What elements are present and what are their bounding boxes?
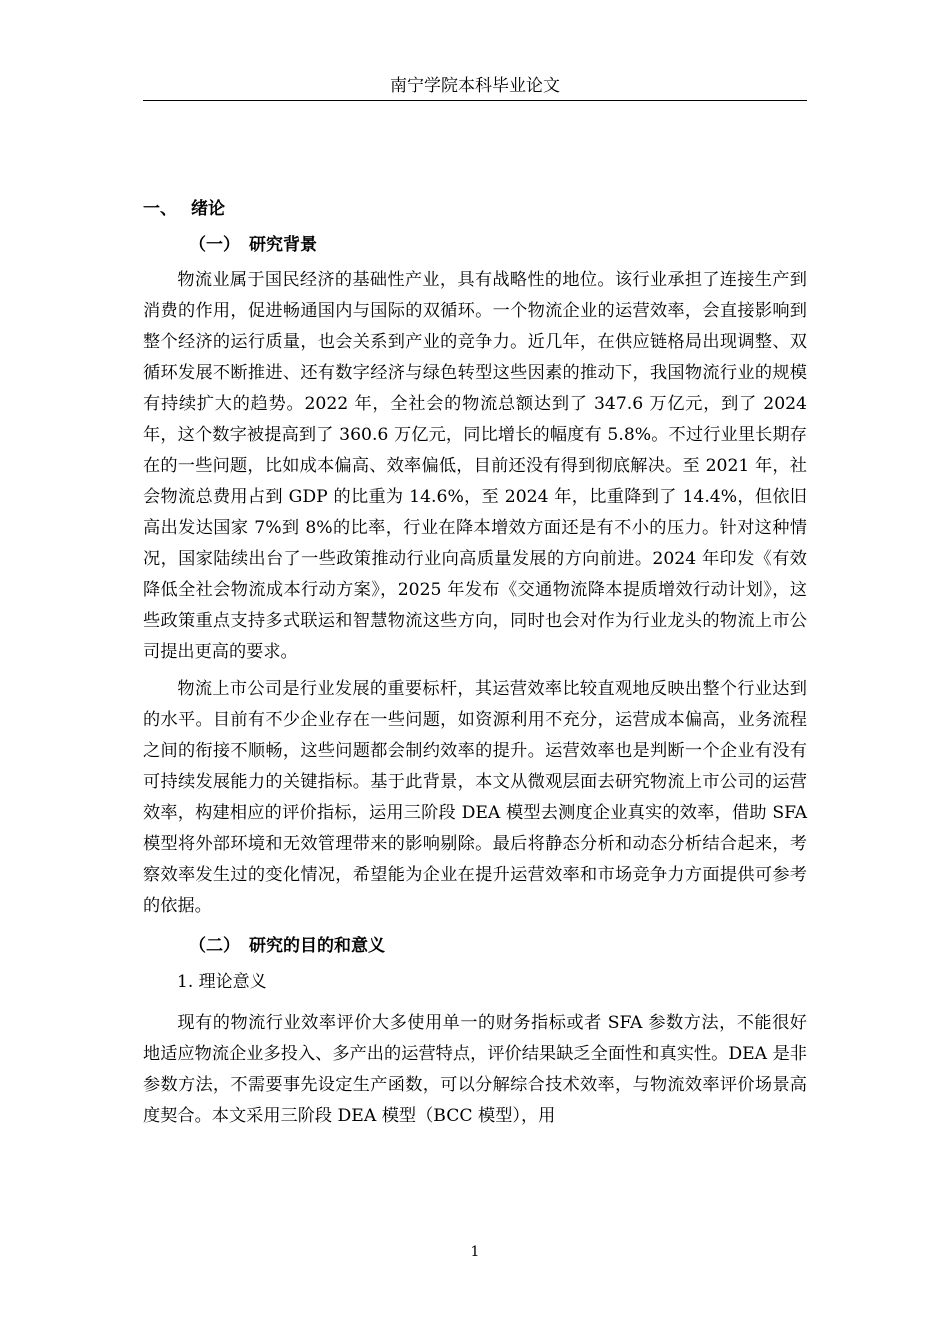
item-heading-theory: 1. 理论意义	[177, 972, 267, 992]
section-title: 绪论	[191, 199, 225, 219]
section-heading	[143, 195, 807, 223]
paragraph-background-1: 物流业属于国民经济的基础性产业，具有战略性的地位。该行业承担了连接生产到消费的作用，促进畅通国内与国际的双循环。一个物流企业的运营效率，会直接影响到整个经济的运行质量，也会关系到产业的竞争力。近几年，在供应链格局出现调整、双循环发展不断推进、还有数字经济与绿色转型这些因素的推动下，我国物流行业的规模有持续扩大的趋势。2022 年，全社会的物流总额达到了 347.6 万亿元，到了 2024 年，这个数字被提高到了 360.6 万亿元，同比增长的幅度有 5.8%。不过行业里长期存在的一些问题，比如成本偏高、效率偏低，目前还没有得到彻底解决。至 2021 年，社会物流总费用占到 GDP 的比重为 14.6%，至 2024 年，比重降到了 14.4%，但依旧高出发达国家 7%到 8%的比率，行业在降本增效方面还是有不小的压力。针对这种情况，国家陆续出台了一些政策推动行业向高质量发展的方向前进。2024 年印发《有效降低全社会物流成本行动方案》，2025 年发布《交通物流降本提质增效行动计划》，这些政策重点支持多式联运和智慧物流这些方向，同时也会对作为行业龙头的物流上市公司提出更高的要求。	[143, 270, 807, 662]
paragraph-background-2: 物流上市公司是行业发展的重要标杆，其运营效率比较直观地反映出整个行业达到的水平。目前有不少企业存在一些问题，如资源利用不充分，运营成本偏高，业务流程之间的衔接不顺畅，这些问题都会制约效率的提升。运营效率也是判断一个企业有没有可持续发展能力的关键指标。基于此背景，本文从微观层面去研究物流上市公司的运营效率，构建相应的评价指标，运用三阶段 DEA 模型去测度企业真实的效率，借助 SFA 模型将外部环境和无效管理带来的影响剔除。最后将静态分析和动态分析结合起来，考察效率发生过的变化情况，希望能为企业在提升运营效率和市场竞争力方面提供可参考的依据。	[143, 679, 807, 916]
document-body	[143, 195, 807, 1138]
section-number: 一、	[143, 199, 177, 219]
page-number: 1	[470, 1244, 480, 1260]
paragraph-theory-1: 现有的物流行业效率评价大多使用单一的财务指标或者 SFA 参数方法，不能很好地适应物流企业多投入、多产出的运营特点，评价结果缺乏全面性和真实性。DEA 是非参数方法，不需要事先设定生产函数，可以分解综合技术效率，与物流效率评价场景高度契合。本文采用三阶段 DEA 模型（BCC 模型），用	[143, 1013, 807, 1126]
subsection-number: （二）	[189, 936, 240, 956]
header-divider	[143, 100, 807, 101]
subsection-title: 研究背景	[249, 235, 317, 255]
subsection-number: （一）	[189, 235, 240, 255]
subsection-heading-purpose	[143, 932, 807, 960]
subsection-title: 研究的目的和意义	[249, 936, 385, 956]
subsection-heading-background	[143, 231, 807, 259]
page-header: 南宁学院本科毕业论文	[390, 76, 560, 96]
